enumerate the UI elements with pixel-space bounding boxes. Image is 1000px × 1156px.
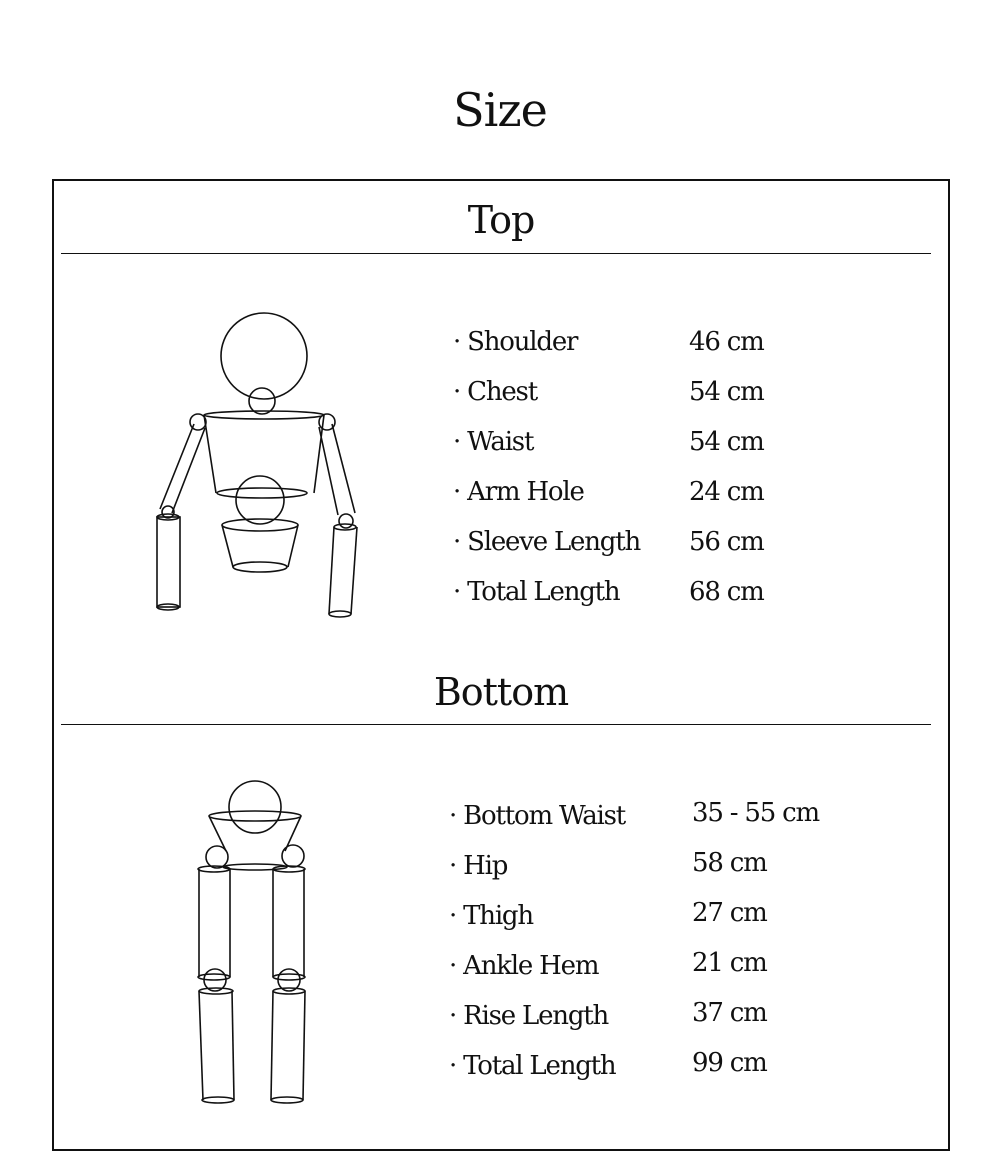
measurement-label: · Chest	[453, 377, 537, 407]
measurement-row	[449, 896, 869, 936]
bottom-divider	[61, 724, 931, 725]
measurement-value: 21 cm	[692, 948, 767, 978]
measurement-label: · Total Length	[449, 1051, 616, 1081]
measurement-label: · Rise Length	[449, 1001, 609, 1031]
top-section-title: Top	[467, 198, 535, 242]
measurement-row	[453, 472, 873, 512]
measurement-row	[453, 422, 873, 462]
measurement-label: · Arm Hole	[453, 477, 584, 507]
measurement-value: 46 cm	[689, 327, 764, 357]
measurement-value: 56 cm	[689, 527, 764, 557]
bottom-section-title: Bottom	[433, 670, 569, 714]
measurement-value: 54 cm	[689, 377, 764, 407]
measurement-label: · Thigh	[449, 901, 533, 931]
measurement-label: · Hip	[449, 851, 508, 881]
measurement-row	[449, 846, 869, 886]
lower-body-mannequin-icon	[194, 779, 324, 1109]
measurement-value: 58 cm	[692, 848, 767, 878]
measurement-label: · Ankle Hem	[449, 951, 599, 981]
measurement-row	[453, 522, 873, 562]
upper-body-mannequin-icon	[152, 309, 372, 619]
measurement-label: · Sleeve Length	[453, 527, 641, 557]
measurement-value: 24 cm	[689, 477, 764, 507]
measurement-value: 54 cm	[689, 427, 764, 457]
measurement-value: 37 cm	[692, 998, 767, 1028]
measurement-row	[449, 946, 869, 986]
measurement-value: 27 cm	[692, 898, 767, 928]
measurement-value: 99 cm	[692, 1048, 767, 1078]
measurement-label: · Shoulder	[453, 327, 578, 357]
measurement-row	[453, 322, 873, 362]
measurement-row	[449, 796, 869, 836]
measurement-row	[453, 572, 873, 612]
measurement-value: 68 cm	[689, 577, 764, 607]
measurement-value: 35 - 55 cm	[692, 798, 819, 828]
page-title: Size	[453, 83, 547, 137]
measurement-row	[449, 996, 869, 1036]
measurement-label: · Waist	[453, 427, 534, 457]
measurement-row	[453, 372, 873, 412]
measurement-label: · Total Length	[453, 577, 620, 607]
measurement-label: · Bottom Waist	[449, 801, 626, 831]
top-divider	[61, 253, 931, 254]
size-chart-frame	[52, 179, 950, 1151]
measurement-row	[449, 1046, 869, 1086]
